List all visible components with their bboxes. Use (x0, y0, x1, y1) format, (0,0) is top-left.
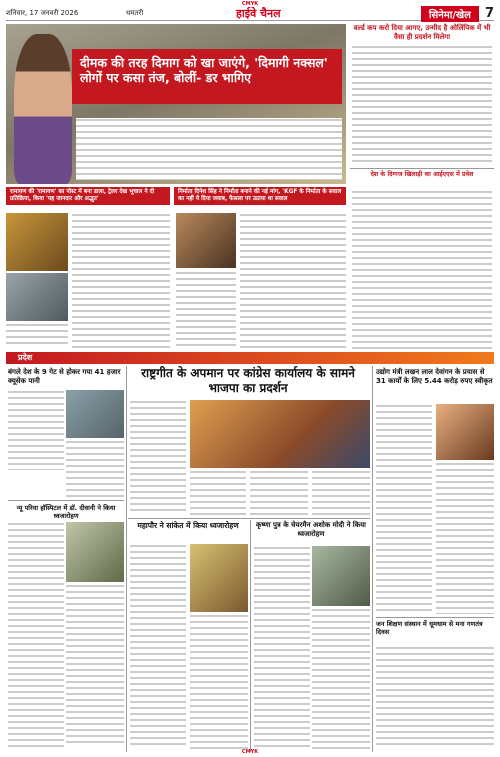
protest-photo (190, 400, 370, 468)
right-top-body (352, 45, 492, 165)
page-number: 7 (484, 6, 494, 21)
divider (8, 500, 124, 501)
city-name: धमतरी (126, 9, 144, 17)
divider (128, 518, 370, 519)
pradesh-left-headline: बंगले देश के 9 गेट से होकर गया 41 हजार क्यूसेक पानी (8, 368, 121, 385)
strip-mid-body (240, 213, 346, 348)
pradesh-right-body-3 (376, 646, 494, 749)
pradesh-main-body-4 (312, 470, 370, 515)
bottom-left-body (130, 544, 186, 749)
section-badge: सिनेमा/खेल (421, 6, 479, 22)
pradesh-main-body (130, 400, 186, 515)
paper-name: हाईवे चैनल (236, 7, 281, 20)
strip-left-body-2 (6, 323, 68, 348)
pradesh-left-body (8, 390, 64, 470)
strip-left-body (72, 213, 170, 348)
right-mid-headline: देश के दिग्गज खिलाड़ी का आईएएस में प्रवेश (370, 171, 474, 178)
pradesh-main-body-3 (250, 470, 308, 515)
divider (350, 168, 494, 169)
bottom-left-headline: महापौर ने सांकेत में किया ध्वजारोहण (137, 521, 239, 530)
chairman-photo (312, 546, 370, 606)
pradesh-right-headline: उद्योग मंत्री लखन लाल देवांगन के प्रयास से 31 कार्यों के लिए 5.44 करोड़ रुपए स्वीकृत (376, 368, 493, 385)
issue-date: शनिवार, 17 जनवरी 2026 (6, 9, 79, 17)
bottom-left-body-2 (190, 614, 248, 749)
strip-mid-headline: निर्माता दिनेश सिंह ने निर्माता बनाने की नई मांग, 'KGF के निर्माता के सवाल का नहीं ये दिया जवाब, फैसला पर उठाया था सवाल (174, 187, 346, 205)
lead-body-text (76, 118, 342, 180)
strip-mid-photo (176, 213, 236, 268)
dam-photo (66, 390, 124, 438)
divider (126, 366, 127, 752)
divider (376, 617, 494, 618)
strip-left-photo-2 (6, 273, 68, 321)
pradesh-right-body-2 (436, 462, 494, 614)
right-top-headline: वर्ल्ड कप करो दिया आगए, उन्मीद है ओलिंपिक में भी वैसा ही प्रदर्शन मिलेगा (353, 24, 491, 41)
page-header (6, 7, 494, 21)
pradesh-main-body-2 (190, 470, 246, 515)
strip-left-headline: रामायण की 'रामायण' का पोस्ट में बना डाला, ट्रेलर देख भूचाल ने दी प्रतिक्रिया, किया 'यह जानदार और अद्भुत' (6, 187, 170, 205)
pradesh-left-body-3 (8, 522, 64, 747)
pradesh-main-headline: राष्ट्रगीत के अपमान पर कांग्रेस कार्यालय के सामने भाजपा का प्रदर्शन (141, 366, 355, 395)
bottom-mid-body-2 (312, 608, 370, 749)
bottom-mid-body (254, 546, 310, 749)
strip-left-photo (6, 213, 68, 271)
lead-headline: दीमक की तरह दिमाग को खा जाएंगे, 'दिमागी नक्सल' लोगों पर कसा तंज, बोलीं- डर भागिए (72, 49, 342, 104)
color-mark-top: CMYK (241, 1, 259, 7)
pradesh-right-subhead: जन शिक्षण संस्थान में धूमधाम से मना गणतंत्र दिवस (376, 620, 483, 636)
minister-photo (436, 404, 494, 460)
pradesh-right-body (376, 404, 432, 614)
pradesh-left-body-2 (66, 440, 124, 498)
divider (250, 520, 251, 752)
divider (372, 366, 373, 752)
right-mid-body (352, 190, 492, 350)
section-label-pradesh: प्रदेश (6, 352, 494, 364)
pradesh-left-subhead: न्यू परिया हॉस्पिटल में डॉ. दीवानी ने किया ध्वजारोहण (16, 504, 116, 520)
pradesh-left-body-4 (66, 584, 124, 747)
hospital-photo (66, 522, 124, 582)
header-right (421, 6, 494, 22)
flag-hoisting-photo (190, 544, 248, 612)
lead-photo-person (14, 34, 72, 184)
color-mark-bottom: CMYK (241, 749, 259, 755)
strip-mid-body-2 (176, 271, 236, 348)
bottom-mid-headline: कृष्णा पुत्र के चेयरमैन अशोक मोदी ने किया ध्वजारोहण (256, 521, 366, 538)
